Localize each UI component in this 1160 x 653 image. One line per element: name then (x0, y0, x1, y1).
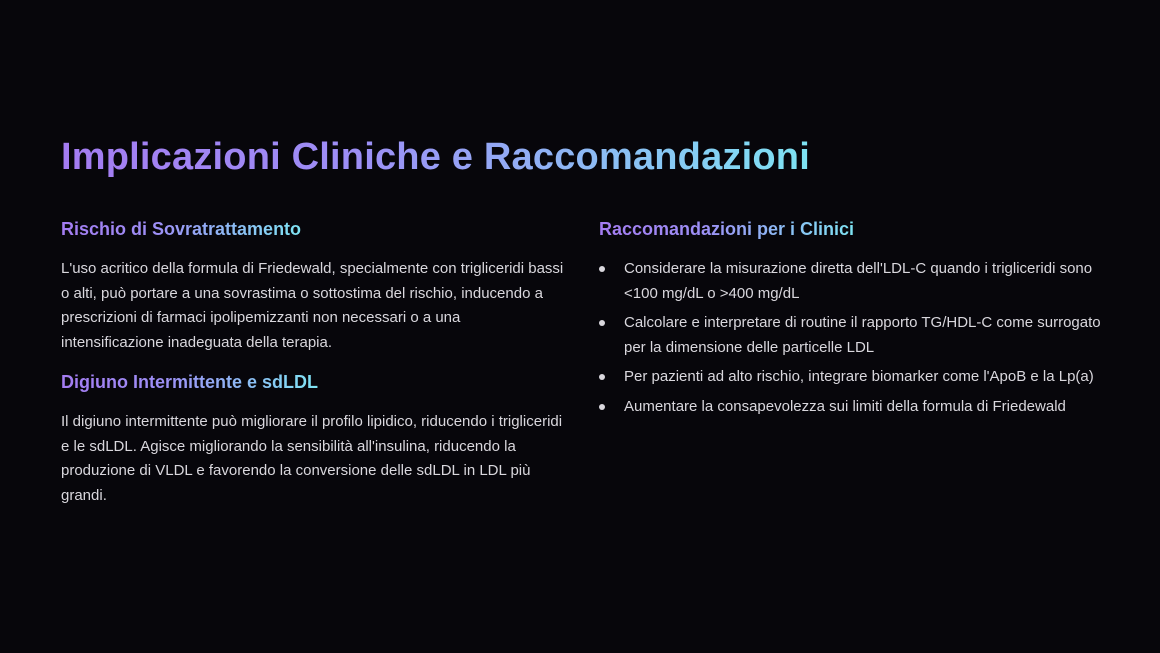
list-item-text: Per pazienti ad alto rischio, integrare biomarker come l'ApoB e la Lp(a) (624, 368, 1094, 385)
list-item (599, 311, 1109, 360)
section-text-overtreatment: L'uso acritico della formula di Friedewald, specialmente con trigliceridi bassi o alti, può portare a una sovrastima o sottostima del rischio, inducendo a prescrizioni di farmaci ipolipemizzanti non necessari o a una intensificazione inadeguata della terapia. (61, 260, 564, 351)
list-item-text: Calcolare e interpretare di routine il rapporto TG/HDL-C come surrogato per la dimensione delle particelle LDL (624, 314, 1101, 356)
list-item (599, 365, 1109, 390)
section-heading-recommendations: Raccomandazioni per i Clinici (599, 214, 854, 244)
section-text-fasting: Il digiuno intermittente può migliorare il profilo lipidico, riducendo i trigliceridi e le sdLDL. Agisce migliorando la sensibilità all'insulina, riducendo la produzione di VLDL e favorendo la conversione delle sdLDL in LDL più grandi. (61, 413, 563, 504)
left-column (61, 214, 566, 508)
list-item (599, 395, 1109, 420)
section-heading-fasting: Digiuno Intermittente e sdLDL (61, 367, 318, 397)
list-item (599, 257, 1109, 306)
recommendations-list (599, 257, 1109, 419)
bullet-dot-icon (599, 320, 605, 326)
list-item-text: Considerare la misurazione diretta dell'LDL-C quando i trigliceridi sono <100 mg/dL o >400 mg/dL (624, 260, 1093, 302)
right-column (599, 214, 1109, 424)
section-heading-overtreatment: Rischio di Sovratrattamento (61, 214, 301, 244)
section-intermittent-fasting (61, 367, 566, 508)
bullet-dot-icon (599, 374, 605, 380)
section-overtreatment-risk (61, 214, 566, 355)
list-item-text: Aumentare la consapevolezza sui limiti della formula di Friedewald (624, 397, 1066, 415)
bullet-dot-icon (599, 266, 605, 272)
slide-title: Implicazioni Cliniche e Raccomandazioni (61, 128, 810, 186)
bullet-dot-icon (599, 404, 605, 410)
